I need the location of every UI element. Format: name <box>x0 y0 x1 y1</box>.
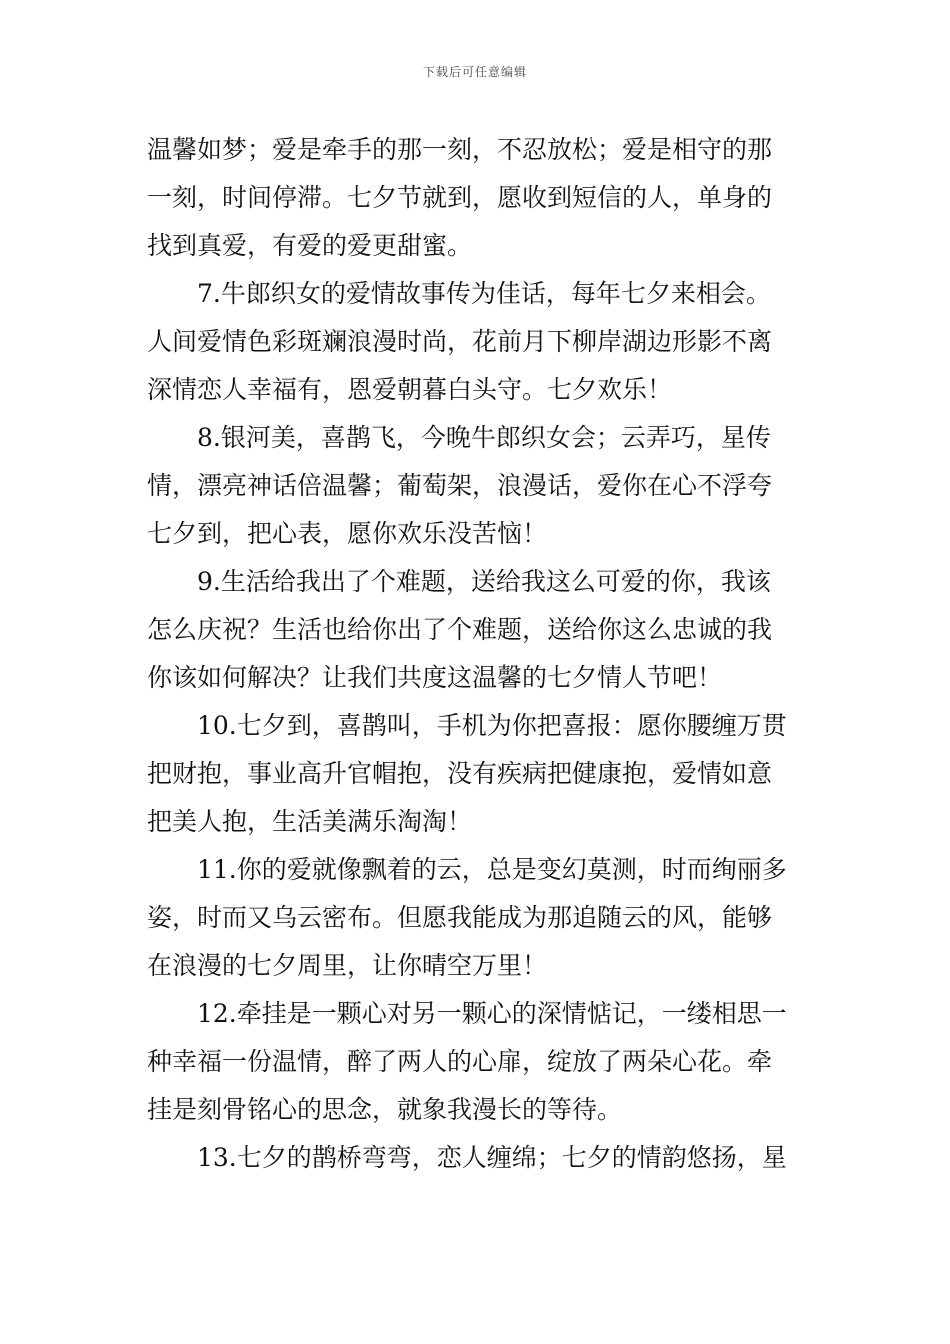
text-line: 把美人抱，生活美满乐淘淘！ <box>147 807 473 836</box>
text-line: 13.七夕的鹊桥弯弯，恋人缠绵；七夕的情韵悠扬，星 <box>197 1143 787 1172</box>
text-line: 在浪漫的七夕周里，让你晴空万里！ <box>147 951 548 980</box>
text-line: 一刻，时间停滞。七夕节就到，愿收到短信的人，单身的 <box>147 183 773 212</box>
text-line: 7.牛郎织女的爱情故事传为佳话，每年七夕来相会。 <box>197 279 771 308</box>
text-line: 情，漂亮神话倍温馨；葡萄架，浪漫话，爱你在心不浮夸 <box>147 471 773 500</box>
text-line: 把财抱，事业高升官帽抱，没有疾病把健康抱，爱情如意 <box>147 759 773 788</box>
text-line: 姿，时而又乌云密布。但愿我能成为那追随云的风，能够 <box>147 903 773 932</box>
paragraph-13 <box>147 1134 807 1182</box>
text-line: 11.你的爱就像飘着的云，总是变幻莫测，时而绚丽多 <box>197 855 787 884</box>
text-line: 找到真爱，有爱的爱更甜蜜。 <box>147 231 473 260</box>
text-line: 种幸福一份温情，醉了两人的心扉，绽放了两朵心花。牵 <box>147 1047 773 1076</box>
text-line: 七夕到，把心表，愿你欢乐没苦恼！ <box>147 519 548 548</box>
paragraph-10 <box>147 702 807 846</box>
paragraph-12 <box>147 990 807 1134</box>
text-line: 怎么庆祝？生活也给你出了个难题，送给你这么忠诚的我 <box>147 615 773 644</box>
text-line: 8.银河美，喜鹊飞，今晚牛郎织女会；云弄巧，星传 <box>197 423 771 452</box>
page-header: 下载后可任意编辑 <box>422 65 527 79</box>
text-line: 人间爱情色彩斑斓浪漫时尚，花前月下柳岸湖边形影不离 <box>147 327 773 356</box>
text-line: 温馨如梦；爱是牵手的那一刻，不忍放松；爱是相守的那 <box>147 135 773 164</box>
text-line: 你该如何解决？让我们共度这温馨的七夕情人节吧！ <box>147 663 723 692</box>
text-line: 12.牵挂是一颗心对另一颗心的深情惦记，一缕相思一 <box>197 999 787 1028</box>
paragraph-9 <box>147 558 807 702</box>
paragraph-8 <box>147 414 807 558</box>
paragraph-11 <box>147 846 807 990</box>
paragraph-7 <box>147 270 807 414</box>
document-body <box>147 126 807 1182</box>
text-line: 挂是刻骨铭心的思念，就象我漫长的等待。 <box>147 1095 623 1124</box>
text-line: 9.生活给我出了个难题，送给我这么可爱的你，我该 <box>197 567 771 596</box>
paragraph-continued <box>147 126 807 270</box>
text-line: 深情恋人幸福有，恩爱朝暮白头守。七夕欢乐！ <box>147 375 673 404</box>
text-line: 10.七夕到，喜鹊叫，手机为你把喜报：愿你腰缠万贯 <box>197 711 787 740</box>
